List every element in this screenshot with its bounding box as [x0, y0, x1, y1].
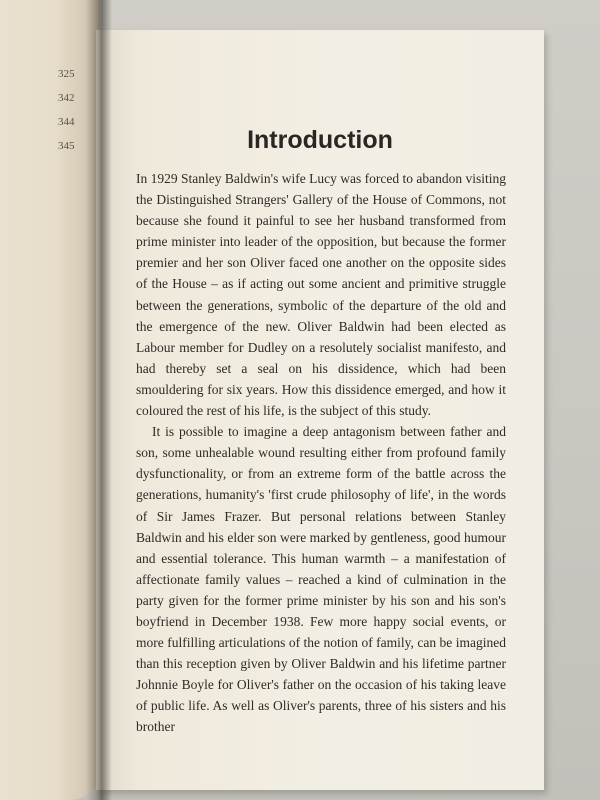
chapter-title: Introduction — [247, 126, 393, 154]
index-page-numbers — [58, 62, 88, 158]
page-number: 342 — [58, 92, 75, 104]
book-gutter — [86, 0, 112, 800]
page-number: 345 — [58, 140, 75, 152]
paragraph: It is possible to imagine a deep antagonism between father and son, some unhealable wound resulting either from profound family dysfunctionality, or from an extreme form of the battle across the generations, humanity's 'first crude philosophy of life', in the words of Sir James Frazer. But personal relations between Stanley Baldwin and his elder son were marked by gentleness, good humour and essential tolerance. This human warmth – a manifestation of affectionate family values – reached a kind of culmination in the party given for the former prime minister by his son and his son's boyfriend in December 1938. Few more happy social events, or more fulfilling articulations of the notion of family, can be imagined than this reception given by Oliver Baldwin and his lifetime partner Johnnie Boyle for Oliver's father on the occasion of his taking leave of public life. As well as Oliver's parents, three of his sisters and his brother — [136, 424, 506, 735]
paragraph: In 1929 Stanley Baldwin's wife Lucy was forced to abandon visiting the Distinguished Strangers' Gallery of the House of Commons, not because she found it painful to see her husband transformed from prime minister into leader of the opposition, but because the former premier and her son Oliver faced one another on the opposite sides of the House – as if acting out some ancient and primitive struggle between the generations, symbolic of the departure of the old and the emergence of the new. Oliver Baldwin had been elected as Labour member for Dudley on a resolutely socialist manifesto, and had thereby set a seal on his dissidence, which had been smouldering for six years. How this dissidence emerged, and how it coloured the rest of his life, is the subject of this study. — [136, 171, 506, 419]
body-text — [136, 168, 506, 738]
page-number: 344 — [58, 116, 75, 128]
page-number: 325 — [58, 68, 75, 80]
